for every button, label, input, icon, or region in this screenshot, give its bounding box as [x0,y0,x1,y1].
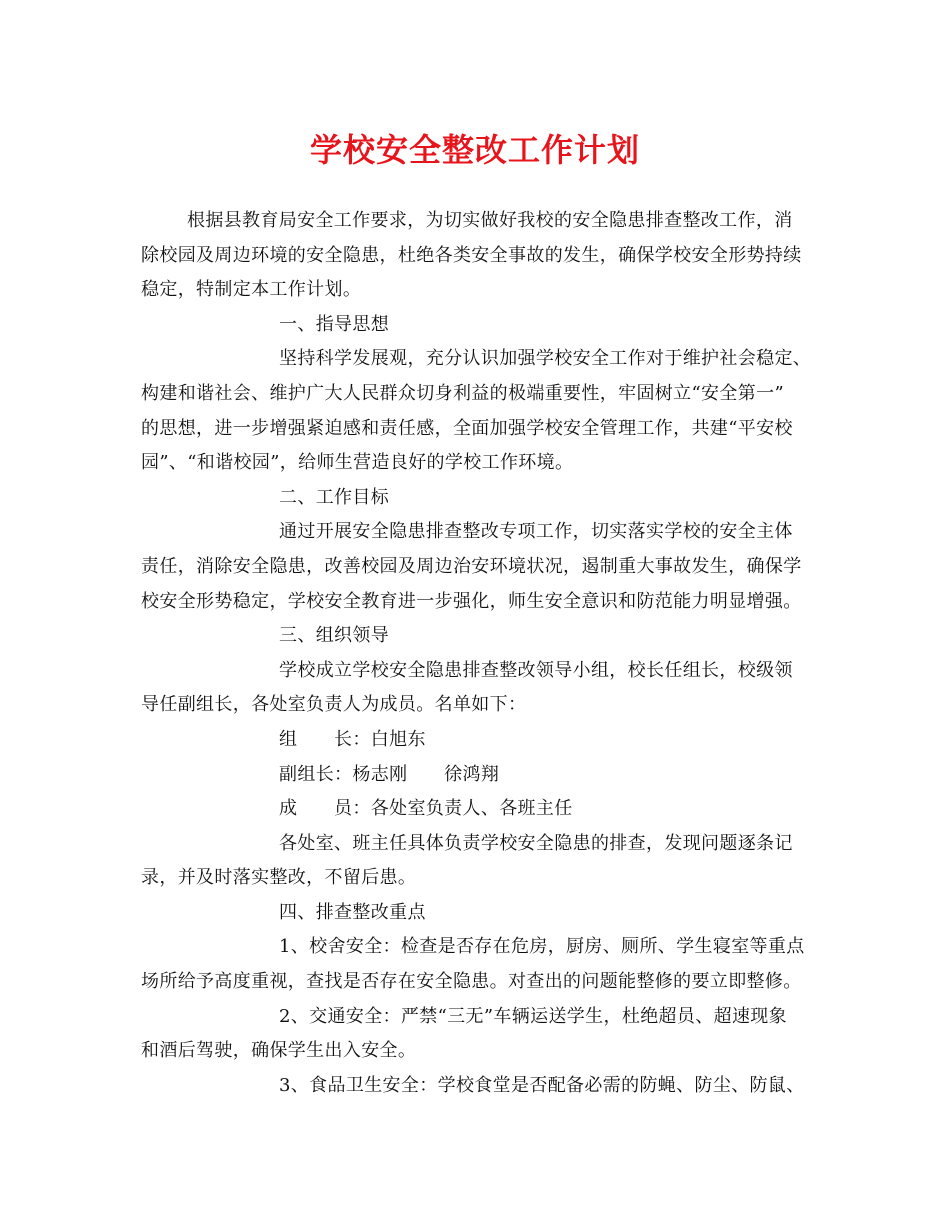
text-line: 场所给予高度重视，查找是否存在安全隐患。对查出的问题能整修的要立即整修。 [141,971,802,993]
text-line: 通过开展安全隐患排查整改专项工作，切实落实学校的安全主体 [279,521,793,543]
document-title: 学校安全整改工作计划 [309,131,640,169]
text-line: 学校成立学校安全隐患排查整改领导小组，校长任组长，校级领 [279,659,793,681]
text-line: 和酒后驾驶，确保学生出入安全。 [141,1040,417,1062]
text-line: 二、工作目标 [279,486,390,508]
text-line: 录，并及时落实整改，不留后患。 [141,867,417,889]
text-line: 园”、“和谐校园”，给师生营造良好的学校工作环境。 [141,452,574,474]
text-line: 责任，消除安全隐患，改善校园及周边治安环境状况，遏制重大事故发生，确保学 [141,555,802,577]
text-line: 1、校舍安全：检查是否存在危房，厨房、厕所、学生寝室等重点 [279,936,805,958]
text-line: 2、交通安全：严禁“三无”车辆运送学生，杜绝超员、超速现象 [279,1005,788,1027]
text-line: 稳定，特制定本工作计划。 [141,279,362,301]
text-line: 三、组织领导 [279,625,390,647]
text-line: 各处室、班主任具体负责学校安全隐患的排查，发现问题逐条记 [279,832,793,854]
text-line: 导任副组长，各处室负责人为成员。名单如下： [141,694,527,716]
document-body [141,204,817,1103]
text-line: 校安全形势稳定，学校安全教育进一步强化，师生安全意识和防范能力明显增强。 [141,590,802,612]
text-line: 四、排查整改重点 [279,901,426,923]
text-line: 坚持科学发展观，充分认识加强学校安全工作对于维护社会稳定、 [279,348,812,370]
text-line: 根据县教育局安全工作要求，为切实做好我校的安全隐患排查整改工作，消 [187,210,793,231]
text-line: 成 员：各处室负责人、各班主任 [279,798,573,820]
text-line: 构建和谐社会、维护广大人民群众切身利益的极端重要性，牢固树立“安全第一” [141,382,785,404]
text-line: 除校园及周边环境的安全隐患，杜绝各类安全事故的发生，确保学校安全形势持续 [141,244,802,266]
text-line: 组 长：白旭东 [279,728,426,750]
text-line: 的思想，进一步增强紧迫感和责任感，全面加强学校安全管理工作，共建“平安校 [141,417,793,439]
text-line: 3、食品卫生安全：学校食堂是否配备必需的防蝇、防尘、防鼠、 [279,1074,805,1096]
text-line: 一、指导思想 [279,313,390,335]
text-line: 副组长：杨志刚 徐鸿翔 [279,763,500,785]
